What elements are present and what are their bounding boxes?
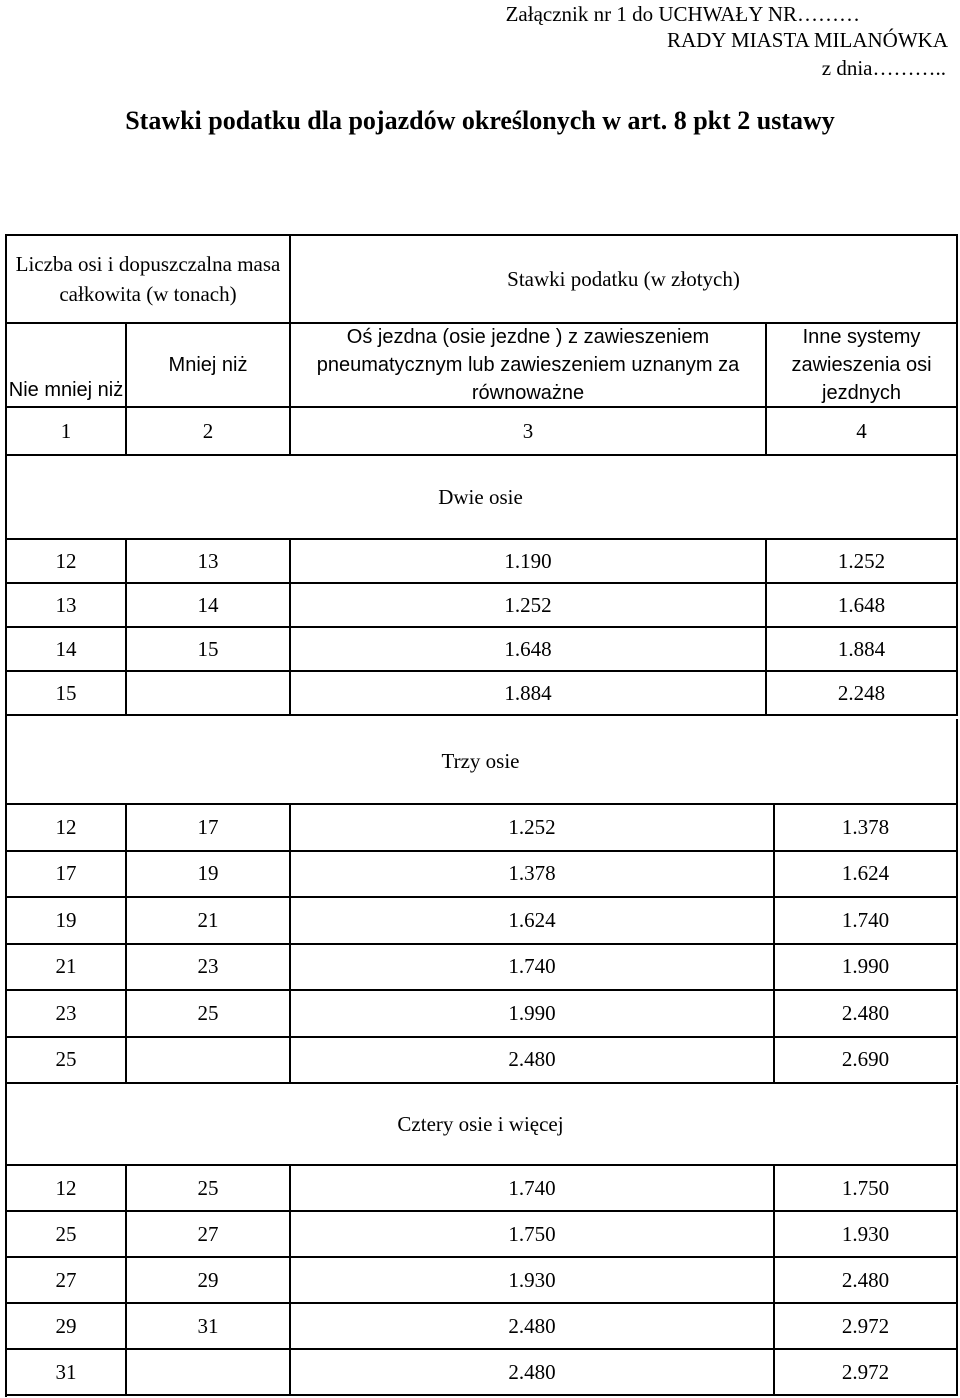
cell-rate-other bbox=[775, 991, 958, 1038]
cell-rate-other-value: 1.252 bbox=[837, 548, 886, 573]
cell-rate-other-value: 1.740 bbox=[841, 907, 890, 932]
section-header-four-plus-axles bbox=[5, 1085, 958, 1166]
cell-rate-pneumatic-value: 1.740 bbox=[508, 1175, 556, 1200]
cell-max-value: 15 bbox=[197, 636, 219, 661]
col-num-2 bbox=[127, 408, 291, 456]
cell-max bbox=[127, 852, 291, 899]
cell-rate-pneumatic bbox=[291, 628, 767, 672]
table-row bbox=[5, 991, 958, 1038]
cell-rate-pneumatic-value: 2.480 bbox=[508, 1313, 556, 1338]
cell-rate-pneumatic-value: 1.884 bbox=[504, 680, 552, 705]
cell-rate-other-value: 1.884 bbox=[837, 636, 886, 661]
col-min-label: Nie mniej niż bbox=[8, 379, 124, 401]
council-line: RADY MIASTA MILANÓWKA bbox=[666, 28, 948, 52]
cell-min-value: 14 bbox=[55, 636, 77, 661]
cell-min bbox=[7, 805, 127, 852]
cell-max-value: 21 bbox=[197, 907, 219, 932]
col-num-4-label: 4 bbox=[856, 418, 867, 443]
date-line: z dnia……….. bbox=[821, 56, 946, 80]
section-title: Cztery osie i więcej bbox=[397, 1112, 564, 1136]
table-row bbox=[5, 672, 958, 716]
cell-max bbox=[127, 628, 291, 672]
header-row-columns bbox=[5, 324, 958, 408]
cell-rate-pneumatic bbox=[291, 1166, 775, 1212]
col-max-header bbox=[127, 324, 291, 408]
tax-rates-table bbox=[5, 234, 958, 1397]
cell-rate-other-value: 2.248 bbox=[837, 680, 886, 705]
cell-max-value: 27 bbox=[197, 1221, 219, 1246]
cell-rate-pneumatic-value: 1.252 bbox=[508, 814, 556, 839]
cell-min-value: 19 bbox=[55, 907, 77, 932]
cell-max bbox=[127, 584, 291, 628]
cell-max bbox=[127, 1258, 291, 1304]
col-min-header bbox=[7, 324, 127, 408]
cell-rate-pneumatic-value: 1.930 bbox=[508, 1267, 556, 1292]
cell-rate-pneumatic bbox=[291, 898, 775, 945]
table-row bbox=[5, 540, 958, 584]
cell-max bbox=[127, 1304, 291, 1350]
table-row bbox=[5, 1212, 958, 1258]
cell-min-value: 31 bbox=[55, 1359, 77, 1384]
cell-min bbox=[7, 1166, 127, 1212]
cell-rate-other-value: 1.648 bbox=[837, 592, 886, 617]
cell-max bbox=[127, 945, 291, 992]
cell-rate-pneumatic-value: 1.252 bbox=[504, 592, 552, 617]
col-num-1-label: 1 bbox=[60, 418, 72, 443]
cell-min-value: 27 bbox=[55, 1267, 77, 1292]
header-row-groups bbox=[5, 236, 958, 324]
cell-rate-pneumatic bbox=[291, 1038, 775, 1085]
cell-rate-other bbox=[775, 945, 958, 992]
cell-min bbox=[7, 540, 127, 584]
cell-rate-pneumatic bbox=[291, 1350, 775, 1396]
cell-max bbox=[127, 805, 291, 852]
cell-rate-other-value: 1.990 bbox=[841, 954, 890, 979]
cell-max-value: 23 bbox=[197, 954, 219, 979]
cell-max bbox=[127, 1350, 291, 1396]
cell-rate-other bbox=[767, 628, 958, 672]
cell-max bbox=[127, 540, 291, 584]
table-row bbox=[5, 584, 958, 628]
cell-min bbox=[7, 852, 127, 899]
cell-max-value: 19 bbox=[197, 861, 219, 886]
cell-max bbox=[127, 991, 291, 1038]
cell-max bbox=[127, 1166, 291, 1212]
cell-rate-pneumatic-value: 2.480 bbox=[508, 1359, 556, 1384]
col-num-3 bbox=[291, 408, 767, 456]
cell-min bbox=[7, 1304, 127, 1350]
section-header-three-axles bbox=[5, 719, 958, 805]
cell-min-value: 25 bbox=[55, 1047, 77, 1072]
col-num-1 bbox=[7, 408, 127, 456]
table-row bbox=[5, 1038, 958, 1085]
cell-max bbox=[127, 1038, 291, 1085]
cell-max-value: 31 bbox=[197, 1313, 219, 1338]
section-title: Trzy osie bbox=[441, 748, 520, 773]
cell-min bbox=[7, 1258, 127, 1304]
cell-min bbox=[7, 1350, 127, 1396]
cell-rate-other bbox=[767, 540, 958, 584]
column-number-row bbox=[5, 408, 958, 456]
cell-min-value: 29 bbox=[55, 1313, 77, 1338]
cell-rate-pneumatic bbox=[291, 945, 775, 992]
col-other-header bbox=[767, 324, 958, 408]
cell-rate-other bbox=[775, 1258, 958, 1304]
col-pneumatic-header bbox=[291, 324, 767, 408]
table-row bbox=[5, 945, 958, 992]
col-num-4 bbox=[767, 408, 958, 456]
table-row bbox=[5, 1258, 958, 1304]
section-title: Dwie osie bbox=[438, 484, 523, 509]
cell-min-value: 25 bbox=[55, 1221, 77, 1246]
cell-max bbox=[127, 898, 291, 945]
cell-rate-other-value: 2.480 bbox=[841, 1267, 890, 1292]
cell-max-value: 25 bbox=[197, 1000, 219, 1025]
cell-rate-other bbox=[775, 852, 958, 899]
col-max-label: Mniej niż bbox=[168, 354, 248, 376]
cell-rate-pneumatic bbox=[291, 1304, 775, 1350]
cell-max bbox=[127, 672, 291, 716]
cell-min-value: 15 bbox=[55, 680, 77, 705]
weight-group-label: Liczba osi i dopuszczalna masa całkowita (w tonach) bbox=[15, 252, 281, 306]
cell-rate-pneumatic bbox=[291, 540, 767, 584]
cell-rate-other bbox=[775, 1350, 958, 1396]
attachment-line: Załącznik nr 1 do UCHWAŁY NR……… bbox=[505, 2, 860, 26]
cell-max-value: 25 bbox=[197, 1175, 219, 1200]
cell-min bbox=[7, 991, 127, 1038]
table-row bbox=[5, 805, 958, 852]
cell-rate-other bbox=[767, 672, 958, 716]
cell-rate-pneumatic-value: 1.624 bbox=[508, 907, 556, 932]
cell-rate-pneumatic-value: 2.480 bbox=[508, 1047, 556, 1072]
table-row bbox=[5, 852, 958, 899]
cell-max bbox=[127, 1212, 291, 1258]
cell-min-value: 13 bbox=[55, 592, 77, 617]
cell-min-value: 12 bbox=[55, 1175, 77, 1200]
cell-rate-other-value: 1.378 bbox=[841, 814, 890, 839]
page-title: Stawki podatku dla pojazdów określonych w art. 8 pkt 2 ustawy bbox=[125, 106, 835, 135]
cell-rate-pneumatic-value: 1.190 bbox=[504, 548, 552, 573]
weight-group-header bbox=[7, 236, 291, 324]
table-row bbox=[5, 898, 958, 945]
cell-rate-pneumatic bbox=[291, 672, 767, 716]
table-row bbox=[5, 1304, 958, 1350]
cell-rate-other bbox=[775, 898, 958, 945]
cell-rate-other-value: 2.972 bbox=[841, 1359, 890, 1384]
cell-rate-other bbox=[767, 584, 958, 628]
cell-rate-pneumatic-value: 1.990 bbox=[508, 1000, 556, 1025]
col-num-3-label: 3 bbox=[522, 418, 534, 443]
cell-max-value: 14 bbox=[197, 592, 219, 617]
table-row bbox=[5, 1350, 958, 1396]
cell-rate-other bbox=[775, 1304, 958, 1350]
rates-group-header bbox=[291, 236, 958, 324]
cell-rate-other bbox=[775, 1212, 958, 1258]
cell-min bbox=[7, 1212, 127, 1258]
cell-rate-other-value: 1.930 bbox=[841, 1221, 890, 1246]
cell-min-value: 21 bbox=[55, 954, 77, 979]
cell-min bbox=[7, 628, 127, 672]
col-num-2-label: 2 bbox=[202, 418, 214, 443]
cell-min bbox=[7, 584, 127, 628]
cell-max-value: 13 bbox=[197, 548, 219, 573]
cell-min-value: 12 bbox=[55, 814, 77, 839]
cell-min bbox=[7, 945, 127, 992]
cell-rate-pneumatic-value: 1.648 bbox=[504, 636, 552, 661]
cell-min-value: 17 bbox=[55, 861, 77, 886]
cell-rate-other bbox=[775, 1166, 958, 1212]
cell-rate-other bbox=[775, 1038, 958, 1085]
col-other-label: Inne systemy zawieszenia osi jezdnych bbox=[791, 326, 932, 404]
cell-min bbox=[7, 1038, 127, 1085]
col-pneumatic-label: Oś jezdna (osie jezdne ) z zawieszeniem pneumatycznym lub zawieszeniem uznanym za równoważne bbox=[316, 326, 740, 404]
cell-rate-other bbox=[775, 805, 958, 852]
cell-rate-pneumatic-value: 1.750 bbox=[508, 1221, 556, 1246]
cell-rate-pneumatic bbox=[291, 991, 775, 1038]
section-header-two-axles bbox=[5, 456, 958, 540]
cell-rate-pneumatic bbox=[291, 584, 767, 628]
cell-max-value: 17 bbox=[197, 814, 219, 839]
cell-min bbox=[7, 672, 127, 716]
cell-max-value: 29 bbox=[197, 1267, 219, 1292]
cell-rate-other-value: 1.750 bbox=[841, 1175, 890, 1200]
cell-rate-pneumatic bbox=[291, 852, 775, 899]
cell-rate-pneumatic bbox=[291, 1258, 775, 1304]
cell-min bbox=[7, 898, 127, 945]
cell-rate-pneumatic bbox=[291, 805, 775, 852]
cell-rate-pneumatic-value: 1.378 bbox=[508, 861, 556, 886]
cell-min-value: 12 bbox=[55, 548, 77, 573]
cell-min-value: 23 bbox=[55, 1000, 77, 1025]
cell-rate-pneumatic-value: 1.740 bbox=[508, 954, 556, 979]
cell-rate-other-value: 1.624 bbox=[841, 861, 890, 886]
table-row bbox=[5, 628, 958, 672]
cell-rate-other-value: 2.480 bbox=[841, 1000, 890, 1025]
cell-rate-other-value: 2.690 bbox=[841, 1047, 890, 1072]
cell-rate-pneumatic bbox=[291, 1212, 775, 1258]
table-row bbox=[5, 1166, 958, 1212]
cell-rate-other-value: 2.972 bbox=[841, 1313, 890, 1338]
rates-group-label: Stawki podatku (w złotych) bbox=[507, 266, 740, 291]
